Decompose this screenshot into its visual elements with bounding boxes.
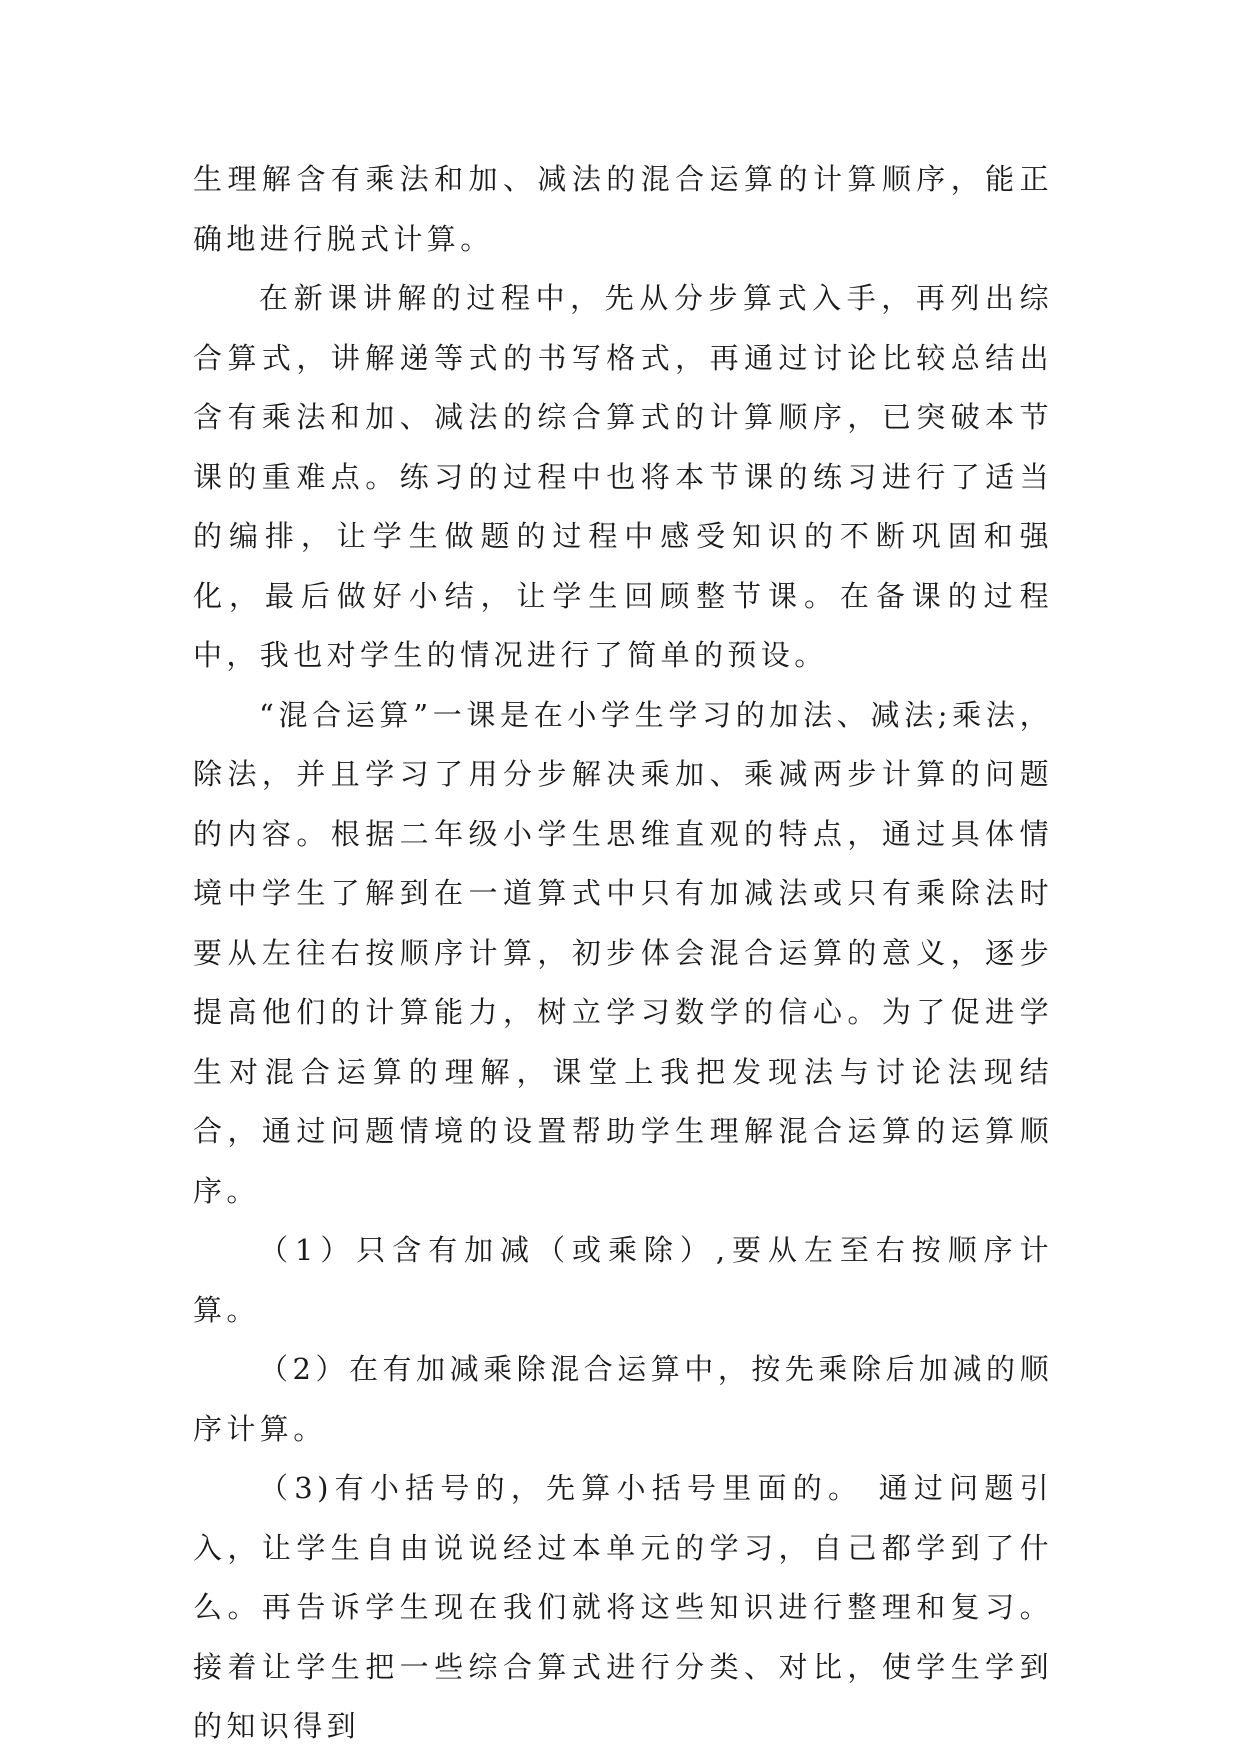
document-body xyxy=(193,150,1053,1757)
paragraph-rule-1: （1）只含有加减（或乘除）,要从左至右按顺序计算。 xyxy=(193,1233,1053,1327)
paragraph-mixed-operations-intro: “混合运算”一课是在小学生学习的加法、减法;乘法，除法，并且学习了用分步解决乘加、乘减两步计算的问题的内容。根据二年级小学生思维直观的特点，通过具体情境中学生了解到在一道算式中只有加减法或只有乘除法时要从左往右按顺序计算，初步体会混合运算的意义，逐步提高他们的计算能力，树立学习数学的信心。为了促进学生对混合运算的理解，课堂上我把发现法与讨论法现结合，通过问题情境的设置帮助学生理解混合运算的运算顺序。 xyxy=(193,697,1053,1208)
paragraph-rule-2: （2）在有加减乘除混合运算中，按先乘除后加减的顺序计算。 xyxy=(193,1352,1053,1446)
paragraph-lesson-explanation: 在新课讲解的过程中，先从分步算式入手，再列出综合算式，讲解递等式的书写格式，再通过讨论比较总结出含有乘法和加、减法的综合算式的计算顺序，已突破本节课的重难点。练习的过程中也将本节课的练习进行了适当的编排，让学生做题的过程中感受知识的不断巩固和强化，最后做好小结，让学生回顾整节课。在备课的过程中，我也对学生的情况进行了简单的预设。 xyxy=(193,281,1053,672)
paragraph-continuation: 生理解含有乘法和加、减法的混合运算的计算顺序，能正确地进行脱式计算。 xyxy=(193,162,1053,256)
paragraph-rule-3: （3)有小括号的，先算小括号里面的。 通过问题引入，让学生自由说说经过本单元的学习，自己都学到了什么。再告诉学生现在我们就将这些知识进行整理和复习。接着让学生把一些综合算式进行分类、对比，使学生学到的知识得到 xyxy=(193,1471,1053,1743)
